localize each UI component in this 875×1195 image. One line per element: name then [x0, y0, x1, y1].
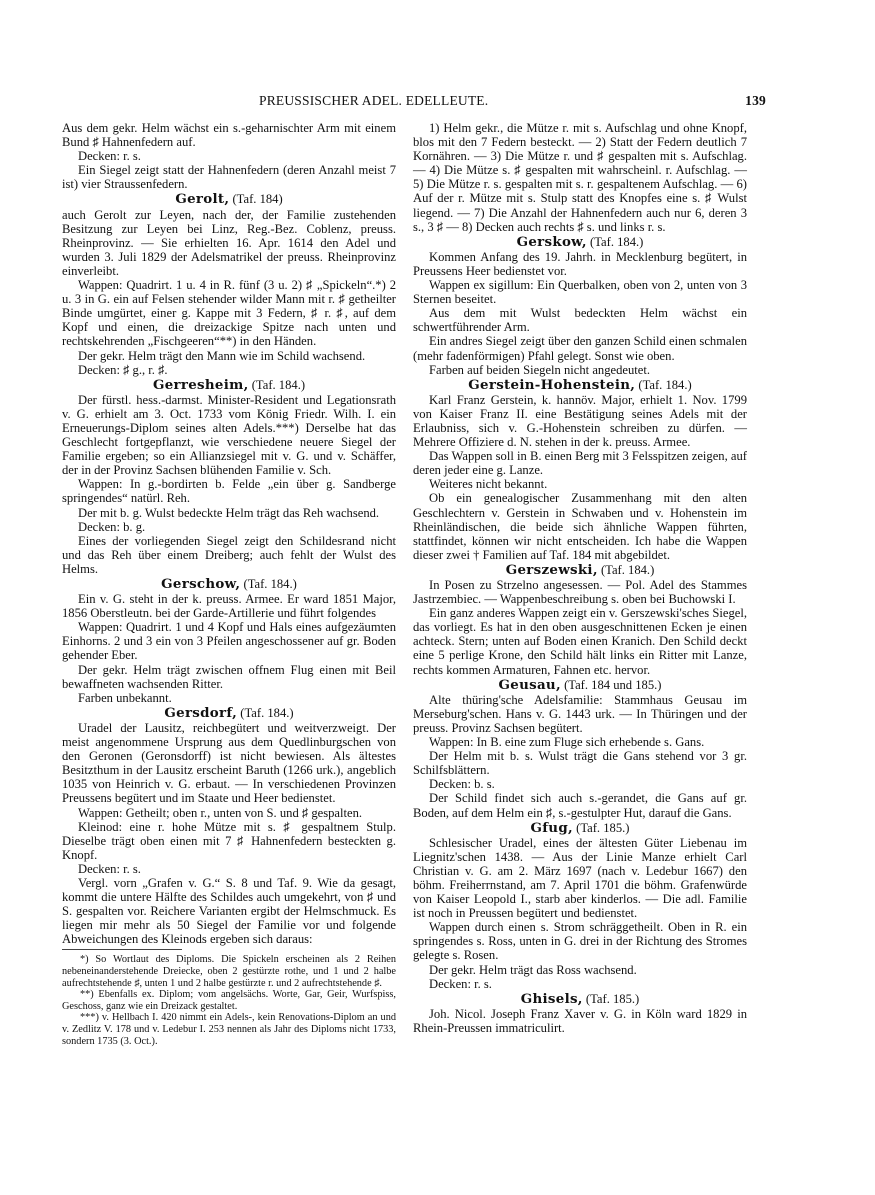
paragraph: Der gekr. Helm trägt zwischen offnem Flug einen mit Beil bewaffneten wachsenden Ritter. [62, 662, 396, 691]
paragraph: Wappen ex sigillum: Ein Querbalken, oben von 2, unten von 3 Sternen beseitet. [413, 278, 747, 307]
plate-reference: (Taf. 184) [232, 192, 283, 207]
paragraph: Farben auf beiden Siegeln nicht angedeutet. [429, 362, 651, 377]
paragraph: Ob ein genealogischer Zusammenhang mit den alten Geschlechtern v. Gerstein in Schwaben und v. Hohenstein im Rheinländischen, die beide sich ähnliche Wappen führten, stattfindet, können wir nicht entscheiden. Ich habe die Wappen dieser zwei † Familien auf Taf. 184 mit abgebildet. [413, 491, 747, 562]
paragraph: Wappen: In g.-bordirten b. Felde „ein über g. Sandberge springendes“ natürl. Reh. [62, 477, 396, 506]
entry-heading-geusau [413, 678, 747, 692]
paragraph: Joh. Nicol. Joseph Franz Xaver v. G. in Köln ward 1829 in Rhein-Preussen immatriculirt. [413, 1006, 747, 1035]
paragraph: 1) Helm gekr., die Mütze r. mit s. Aufschlag und ohne Knopf, blos mit den 7 Federn besteckt. — 2) Statt der Federn deutlich 7 Kornähren. — 3) Die Mütze r. und ♯ gespalten mit s. Aufschlag. — 4) Die Mütze s. ♯ gespalten mit wahrscheinl. r. Aufschlag. — 5) Die Mütze r. s. gespalten mit s. r. gespaltenem Aufschlag. — 6) Auf der r. Mütze mit s. Stulp statt des Knopfes eine s. ♯ Wulst liegend. — 7) Die Anzahl der Hahnenfedern auch nur 6, deren 3 s., 3 ♯ — 8) Decken auch rechts ♯ s. und links r. s. [413, 121, 747, 234]
right-column [413, 121, 747, 1035]
plate-reference: (Taf. 184.) [638, 377, 692, 392]
paragraph: Decken: b. s. [429, 777, 495, 792]
paragraph: Ein Siegel zeigt statt der Hahnenfedern (deren Anzahl meist 7 ist) vier Straussenfedern. [62, 163, 396, 192]
paragraph: Der mit b. g. Wulst bedeckte Helm trägt das Reh wachsend. [78, 505, 380, 520]
paragraph: Wappen: Quadrirt. 1 und 4 Kopf und Hals eines aufgezäumten Einhorns. 2 und 3 ein von 3 Pfeilen angeschossener auf gr. Boden gehender Eber. [62, 620, 396, 663]
entry-name: Gfug, [530, 819, 573, 836]
paragraph: Decken: r. s. [78, 149, 141, 164]
entry-heading-gerskow [413, 235, 747, 249]
plate-reference: (Taf. 185.) [585, 991, 640, 1006]
paragraph: Decken: r. s. [429, 976, 492, 991]
running-title: PREUSSISCHER ADEL. EDELLEUTE. [259, 93, 489, 108]
entry-heading-gfug [413, 821, 747, 835]
paragraph: Wappen: Getheilt; oben r., unten von S. und ♯ gespalten. [78, 805, 363, 820]
entry-heading-gersdorf [62, 706, 396, 720]
entry-name: Gerresheim, [152, 376, 249, 393]
paragraph: Der gekr. Helm trägt das Ross wachsend. [429, 962, 637, 977]
paragraph: In Posen zu Strzelno angesessen. — Pol. Adel des Stammes Jastrzembiec. — Wappenbeschreibung s. oben bei Buchowski I. [413, 578, 747, 607]
plate-reference: (Taf. 184.) [590, 234, 644, 249]
paragraph: Kleinod: eine r. hohe Mütze mit s. ♯ gespaltnem Stulp. Dieselbe trägt oben einen mit 7 ♯ Hahnenfedern besteckten g. Knopf. [62, 819, 396, 862]
entry-heading-gerstein-hohenstein [413, 378, 747, 392]
paragraph: Eines der vorliegenden Siegel zeigt den Schildesrand nicht und das Reh über einem Dreiberg; auch fehlt der Wulst des Helms. [62, 533, 396, 576]
entry-name: Gerstein-Hohenstein, [468, 376, 636, 393]
entry-heading-gerszewski [413, 563, 747, 577]
paragraph: Das Wappen soll in B. einen Berg mit 3 Felsspitzen zeigen, auf deren jeder eine g. Lanze. [413, 449, 747, 478]
paragraph: Weiteres nicht bekannt. [429, 477, 548, 492]
paragraph: Ein andres Siegel zeigt über den ganzen Schild einen schmalen (mehr fadenförmigen) Pfahl gelegt. Sonst wie oben. [413, 334, 747, 363]
entry-name: Gersdorf, [164, 704, 238, 721]
paragraph: Aus dem gekr. Helm wächst ein s.-geharnischter Arm mit einem Bund ♯ Hahnenfedern auf. [62, 121, 396, 150]
paragraph: Ein v. G. steht in der k. preuss. Armee. Er ward 1851 Major, 1856 Oberstleutn. bei der Garde-Artillerie und führt folgendes [62, 592, 396, 621]
entry-heading-ghisels [413, 992, 747, 1006]
paragraph: Farben unbekannt. [78, 690, 172, 705]
entry-name: Gerolt, [175, 191, 230, 208]
left-column [62, 121, 396, 1047]
paragraph: Der Schild findet sich auch s.-gerandet, die Gans auf gr. Boden, auf dem Helm ein ♯, s.-gestulpter Hut, darauf die Gans. [413, 791, 747, 820]
paragraph: Kommen Anfang des 19. Jahrh. in Mecklenburg begütert, in Preussens Heer bedienstet vor. [413, 249, 747, 278]
paragraph: Vergl. vorn „Grafen v. G.“ S. 8 und Taf. 9. Wie da gesagt, kommt die untere Hälfte des Schildes auch umgekehrt, von ♯ und S. gespalten vor. Reichere Varianten ergibt der Helmschmuck. Es liegen mir mehr als 50 Siegel der Familie vor und folgende Abweichungen des Kleinods ergeben sich daraus: [62, 875, 396, 947]
paragraph: Wappen durch einen s. Strom schräggetheilt. Oben in R. ein springendes s. Ross, unten in G. drei in der Richtung des Stromes gelegte s. Rosen. [413, 920, 747, 963]
entry-name: Gerszewski, [505, 561, 598, 578]
plate-reference: (Taf. 184 und 185.) [564, 677, 662, 692]
footnote: **) Ebenfalls ex. Diplom; vom angelsächs. Worte, Gar, Geir, Wurfspiss, Geschoss, ganz wie ein Dreizack gestaltet. [62, 989, 396, 1012]
plate-reference: (Taf. 184.) [240, 705, 294, 720]
paragraph: Karl Franz Gerstein, k. hannöv. Major, erhielt 1. Nov. 1799 von Kaiser Franz II. eine Bestätigung seines Adels mit der Erlaubniss, sich v. G.-Hohenstein schreiben zu dürfen. — Mehrere Offiziere d. N. stehen in der k. preuss. Armee. [413, 392, 747, 450]
entry-name: Gerskow, [516, 233, 587, 250]
paragraph: Der fürstl. hess.-darmst. Minister-Resident und Legationsrath v. G. erhielt am 3. Oct. 1733 vom König Friedr. Wilh. I. ein Erneuerungs-Diplom seines alten Adels.***) Derselbe hat das Geschlecht fortgepflanzt, wie verschiedene neuere Siegel der Familie ergeben; so ein Allianzsiegel mit v. G. und v. Schäffer, der in der Provinz Sachsen blühenden Familie v. Sch. [62, 392, 396, 478]
footnote: *) So Wortlaut des Diploms. Die Spickeln erscheinen als 2 Reihen nebeneinanderstehende Dreiecke, oben 2 gestürzte rothe, und 1 und 2 halbe aufrechtstehende ♯, unten 1 und 2 halbe gestürzte r. und 2 aufrechtstehende ♯. [62, 954, 396, 989]
paragraph: auch Gerolt zur Leyen, nach der, der Familie zustehenden Besitzung zur Leyen bei Linz, Reg.-Bez. Coblenz, preuss. Rheinprovinz. — Sie erhielten 16. Apr. 1614 den Adel und wurden 3. Juli 1829 der Adelsmatrikel der preuss. Rheinprovinz einverleibt. [62, 207, 396, 278]
paragraph: Ein ganz anderes Wappen zeigt ein v. Gerszewski'sches Siegel, das vorliegt. Es hat in den oben ausgeschnittenen Ecken je einen achteck. Stern; unten auf Boden einen Kranich. Den Schild deckt eine 5 perlige Krone, den Schild hält links ein Ritter mit Lanze, rechts kommen Armaturen, Fahnen etc. hervor. [413, 606, 747, 677]
paragraph: Der gekr. Helm trägt den Mann wie im Schild wachsend. [78, 348, 366, 363]
footnote: ***) v. Hellbach I. 420 nimmt ein Adels-, kein Renovations-Diplom an und v. Zedlitz V. 178 und v. Ledebur I. 253 nennen als Jahr des Diploms nicht 1733, sondern 1735 (3. Oct.). [62, 1012, 396, 1047]
entry-name: Ghisels, [520, 990, 583, 1007]
paragraph: Aus dem mit Wulst bedeckten Helm wächst ein schwertführender Arm. [413, 306, 747, 335]
entry-name: Gerschow, [161, 576, 241, 592]
paragraph: Wappen: In B. eine zum Fluge sich erhebende s. Gans. [429, 735, 705, 750]
entry-heading-gerresheim [62, 378, 396, 392]
plate-reference: (Taf. 185.) [576, 820, 630, 835]
paragraph: Decken: r. s. [78, 861, 141, 876]
paragraph: Decken: b. g. [78, 519, 146, 534]
paragraph: Alte thüring'sche Adelsfamilie: Stammhaus Geusau im Merseburg'schen. Hans v. G. 1443 urk. — In Thüringen und der preuss. Provinz Sachsen begütert. [413, 692, 747, 735]
entry-heading-gerschow [62, 577, 396, 591]
plate-reference: (Taf. 184.) [251, 377, 306, 392]
page-number: 139 [745, 93, 766, 108]
entry-heading-gerolt [62, 192, 396, 206]
entry-name: Geusau, [498, 676, 561, 693]
plate-reference: (Taf. 184.) [600, 562, 655, 577]
paragraph: Decken: ♯ g., r. ♯. [78, 362, 168, 377]
paragraph: Uradel der Lausitz, reichbegütert und weitverzweigt. Der meist angenommene Ursprung aus dem Quedlinburgschen von den Geronen (Geronsdorff) ist nicht bewiesen. Als ältestes Besitzthum in der Lausitz erscheint Baruth (1266 urk.), angeblich 1035 von Heinrich v. G. erbaut. — In verschiedenen Provinzen Preussens begütert und im Staate und Heer bedienstet. [62, 720, 396, 806]
plate-reference: (Taf. 184.) [243, 577, 297, 591]
paragraph: Der Helm mit b. s. Wulst trägt die Gans stehend vor 3 gr. Schilfsblättern. [413, 749, 747, 778]
paragraph: Schlesischer Uradel, eines der ältesten Güter Liebenau im Liegnitz'schen 1438. — Aus der Linie Manze erhielt Carl Christian v. G. am 2. März 1697 (nach v. Ledebur 1667) den böhm. Freiherrnstand, am 7. April 1701 die böhm. Grafenwürde von Kaiser Leopold I., starb aber kinderlos. — Die adl. Familie ist noch in Preussen begütert und bedienstet. [413, 835, 747, 921]
paragraph: Wappen: Quadrirt. 1 u. 4 in R. fünf (3 u. 2) ♯ „Spickeln“.*) 2 u. 3 in G. ein auf Felsen stehender wilder Mann mit r. ♯ getheilter Binde umgürtet, einer g. Kappe mit 3 Federn, ♯ r. ♯, auf dem Kopf und einen, die dreizackige Spitze nach unten und rechtskehrenden „Fischgeeren“**) in den Händen. [62, 278, 396, 349]
